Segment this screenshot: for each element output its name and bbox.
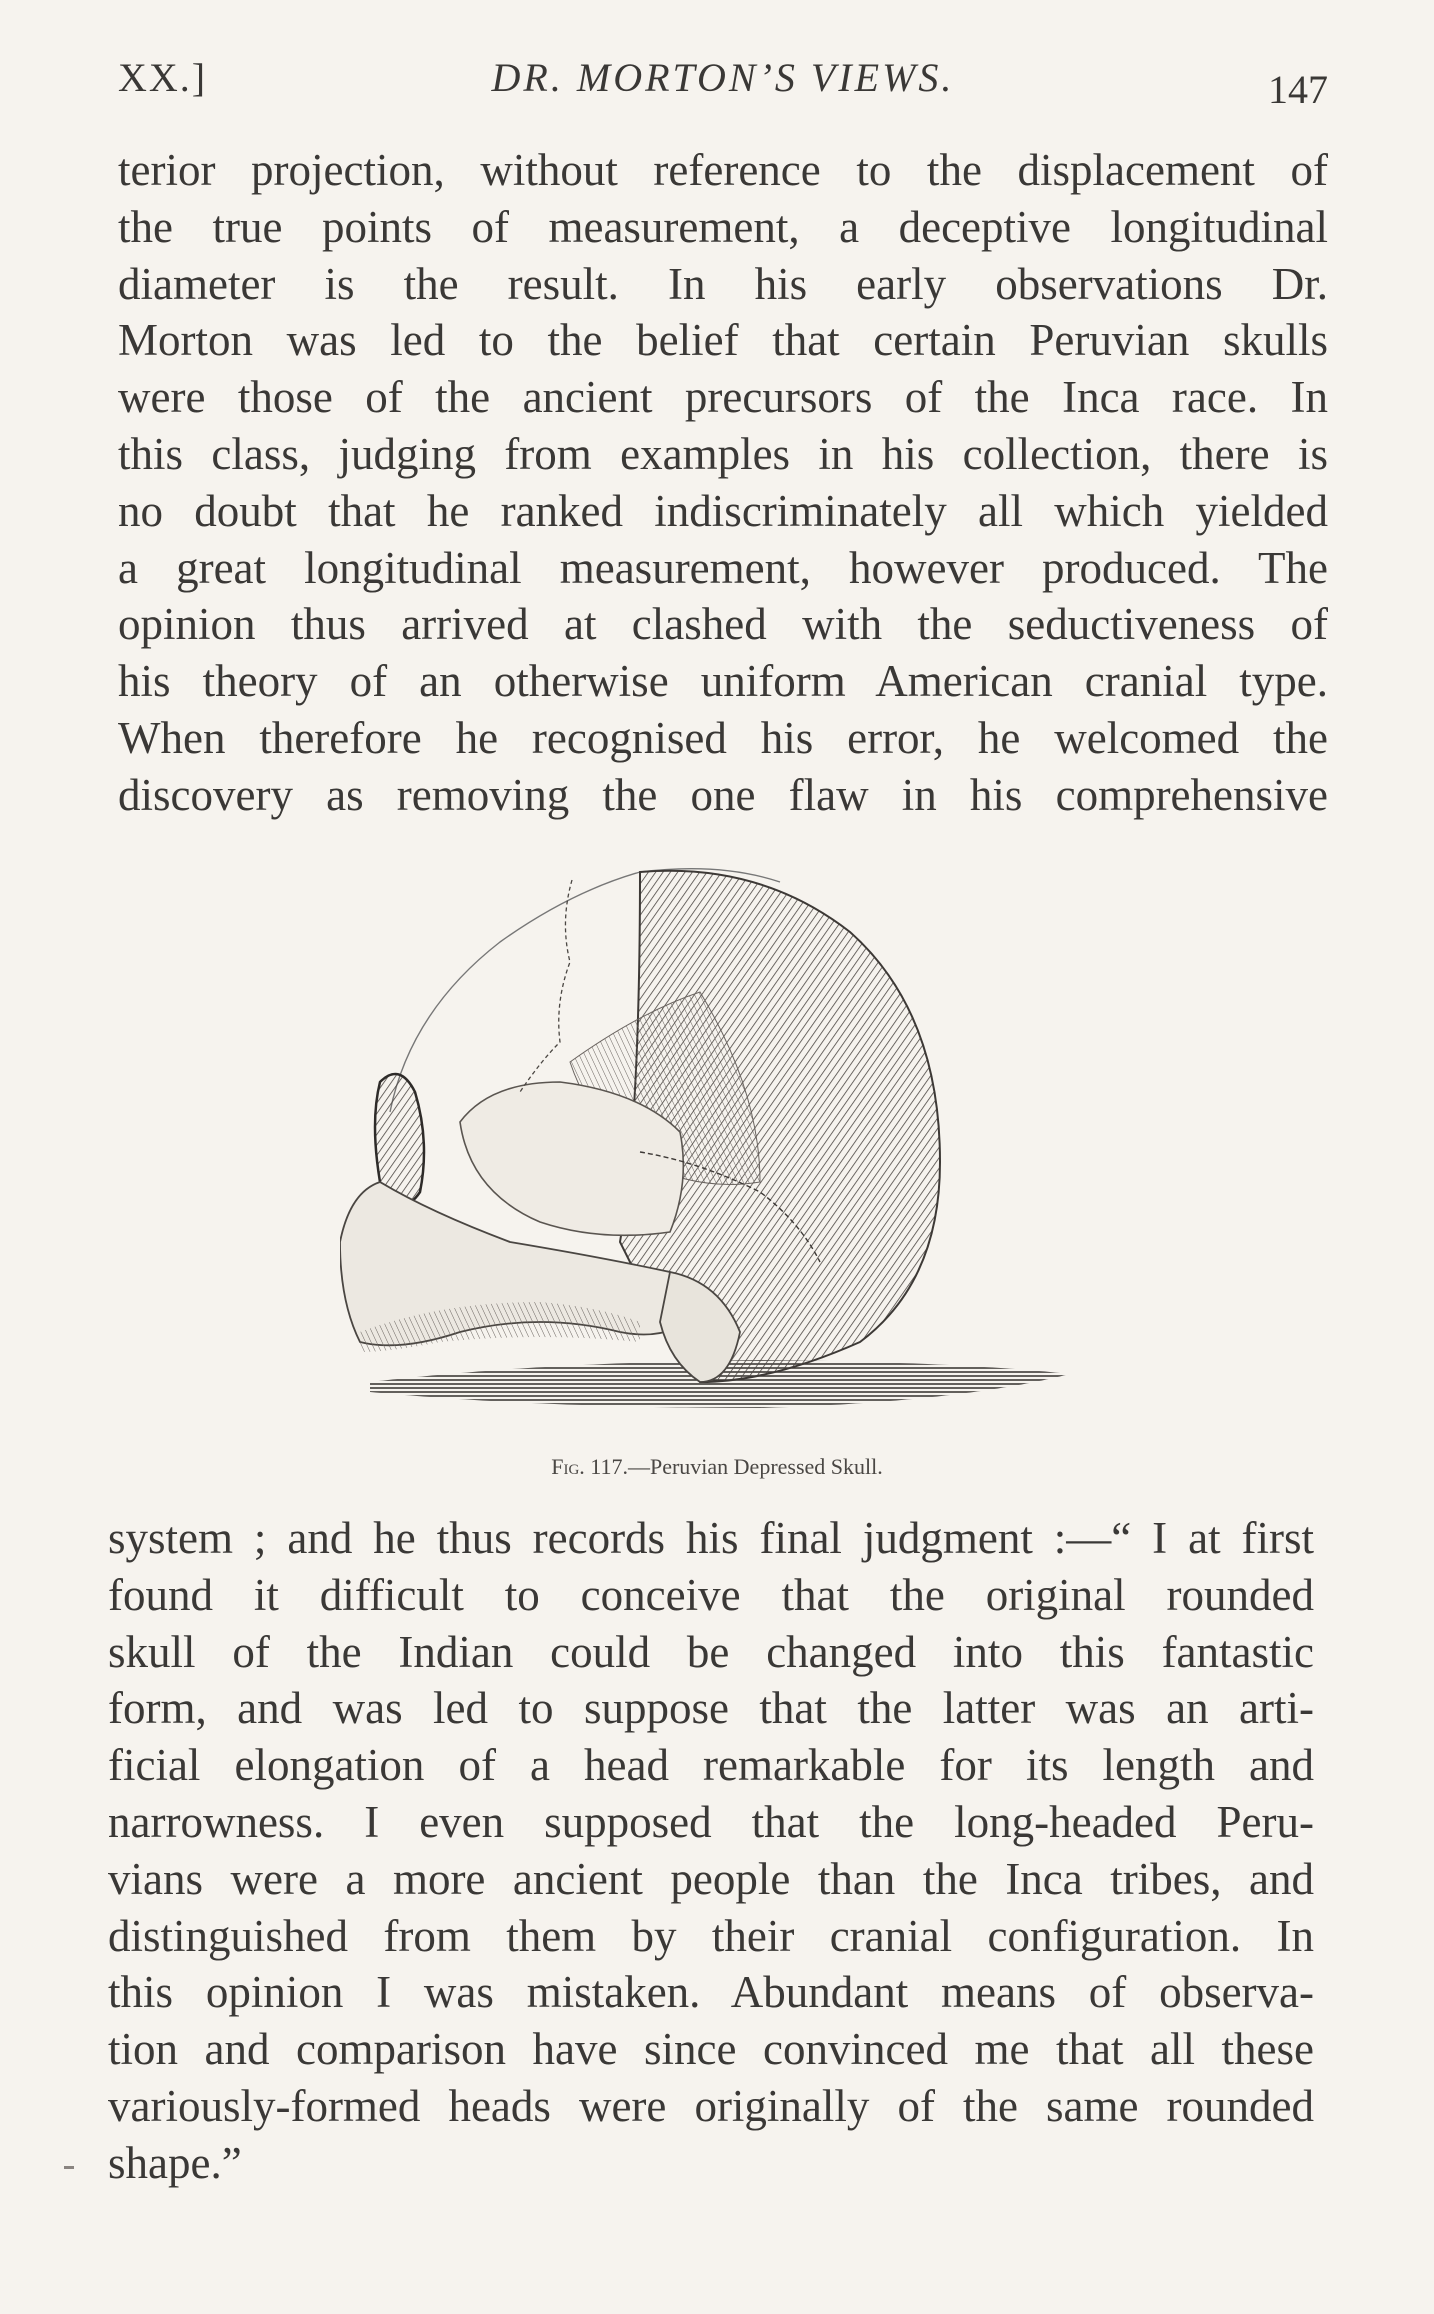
text-line: were those of the ancient precursors of the Inca race. In — [118, 372, 1328, 423]
text-line: ficial elongation of a head remarkable for its length and — [108, 1740, 1314, 1791]
text-line: distinguished from them by their cranial configuration. In — [108, 1910, 1314, 1961]
figure-caption — [0, 1454, 1434, 1480]
text-line: narrowness. I even supposed that the long-headed Peru- — [108, 1796, 1314, 1847]
text-line: When therefore he recognised his error, he welcomed the — [118, 712, 1328, 763]
text-line: skull of the Indian could be changed into this fantastic — [108, 1626, 1314, 1677]
running-head — [118, 48, 1328, 112]
text-line: opinion thus arrived at clashed with the seductiveness of — [118, 599, 1328, 650]
text-line: form, and was led to suppose that the latter was an arti- — [108, 1683, 1314, 1734]
text-line: the true points of measurement, a deceptive longitudinal — [118, 201, 1328, 252]
text-line: this class, judging from examples in his collection, there is — [118, 428, 1328, 479]
skull-figure — [340, 862, 1080, 1414]
chapter-number: XX.] — [118, 55, 208, 100]
text-line: his theory of an otherwise uniform American cranial type. — [118, 656, 1328, 707]
margin-mark — [64, 2166, 74, 2169]
paragraph-bottom — [108, 1510, 1314, 2192]
figure-caption-text: —Peruvian Depressed Skull. — [627, 1454, 883, 1479]
text-line: diameter is the result. In his early observations Dr. — [118, 258, 1328, 309]
text-line: system ; and he thus records his final judgment :—“ I at first — [108, 1513, 1314, 1563]
figure-label: Fig. 117. — [551, 1454, 628, 1479]
text-line: variously-formed heads were originally of the same rounded — [108, 2080, 1314, 2131]
text-line: shape.” — [108, 2137, 242, 2188]
text-line: this opinion I was mistaken. Abundant means of observa- — [108, 1967, 1314, 2018]
text-line: tion and comparison have since convinced me that all these — [108, 2024, 1314, 2075]
text-line: terior projection, without reference to the displacement of — [118, 145, 1328, 195]
running-title: DR. MORTON’S VIEWS. — [491, 55, 955, 100]
paragraph-top — [118, 142, 1328, 824]
text-line: a great longitudinal measurement, however produced. The — [118, 542, 1328, 593]
text-line: vians were a more ancient people than the Inca tribes, and — [108, 1853, 1314, 1904]
skull-engraving-icon — [340, 862, 1080, 1414]
page-number: 147 — [1268, 67, 1328, 112]
text-line: discovery as removing the one flaw in his comprehensive — [118, 769, 1328, 820]
text-line: Morton was led to the belief that certain Peruvian skulls — [118, 315, 1328, 366]
text-line: found it difficult to conceive that the original rounded — [108, 1569, 1314, 1620]
text-line: no doubt that he ranked indiscriminately all which yielded — [118, 485, 1328, 536]
